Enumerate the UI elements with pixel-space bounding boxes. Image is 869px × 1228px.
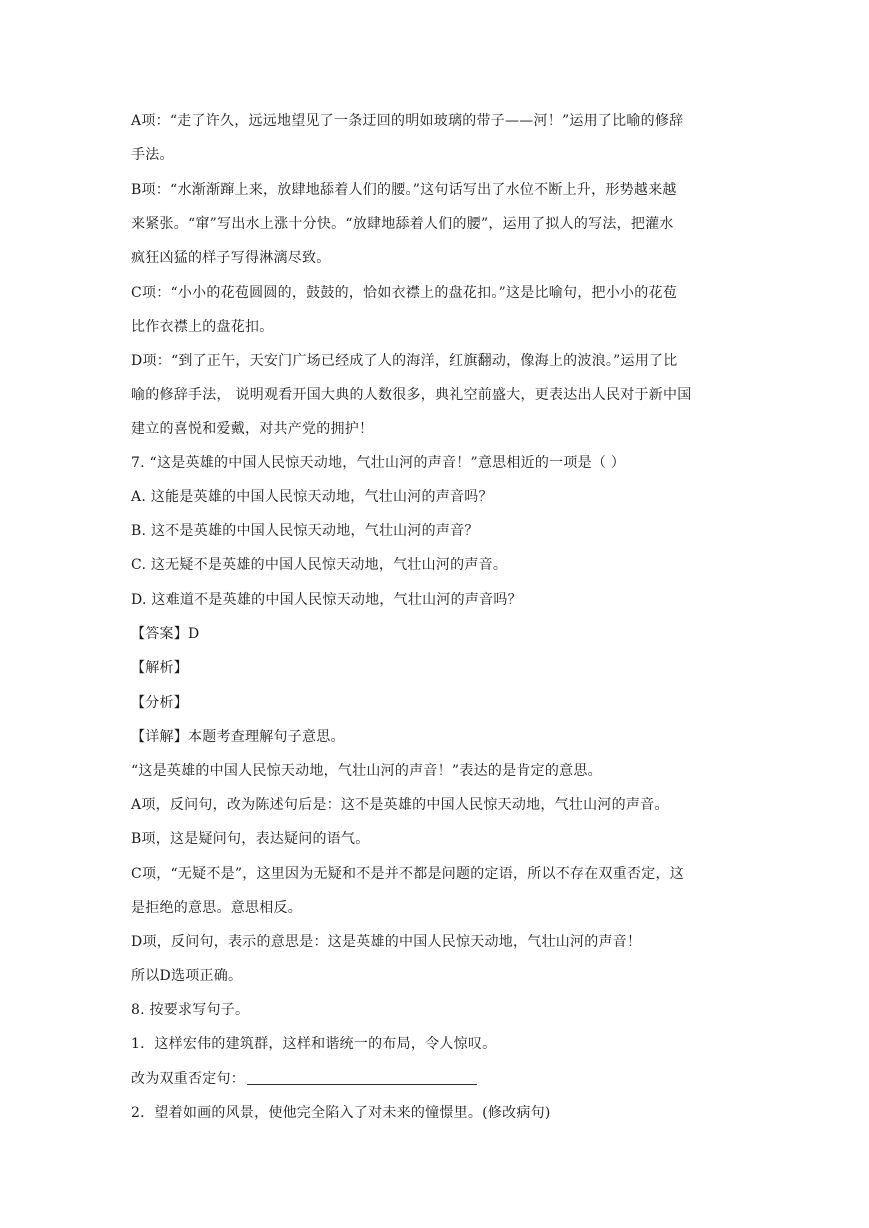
text-line: 手法。 bbox=[131, 147, 174, 163]
analysis-subheading: 【分析】 bbox=[131, 695, 188, 711]
option-c: C. 这无疑不是英雄的中国人民惊天动地，气壮山河的声音。 bbox=[131, 557, 508, 573]
analysis-heading: 【解析】 bbox=[131, 660, 188, 676]
option-b: B. 这不是英雄的中国人民惊天动地，气壮山河的声音？ bbox=[131, 523, 479, 539]
answer-label: 【答案】D bbox=[131, 626, 200, 642]
text-line: B项，这是疑问句，表达疑问的语气。 bbox=[131, 831, 370, 847]
option-a: A. 这能是英雄的中国人民惊天动地，气壮山河的声音吗？ bbox=[131, 489, 493, 505]
item-1: 1．这样宏伟的建筑群，这样和谐统一的布局，令人惊叹。 bbox=[131, 1036, 497, 1052]
detail-heading: 【详解】本题考查理解句子意思。 bbox=[131, 729, 345, 745]
question-7-stem: 7. “这是英雄的中国人民惊天动地，气壮山河的声音！”意思相近的一项是（ ） bbox=[131, 455, 626, 471]
answer-blank bbox=[247, 1070, 477, 1085]
text-line: 是拒绝的意思。意思相反。 bbox=[131, 900, 302, 916]
text-line: C项，“无疑不是”，这里因为无疑和不是并不都是问题的定语，所以不存在双重否定，这 bbox=[131, 866, 685, 882]
text-line: 喻的修辞手法， 说明观看开国大典的人数很多，典礼空前盛大，更表达出人民对于新中国 bbox=[131, 387, 692, 403]
rewrite-label: 改为双重否定句： bbox=[131, 1071, 245, 1087]
text-line: 所以D选项正确。 bbox=[131, 968, 243, 984]
text-line: 比作衣襟上的盘花扣。 bbox=[131, 319, 274, 335]
text-line: D项：“到了正午，天安门广场已经成了人的海洋，红旗翻动，像海上的波浪。”运用了比 bbox=[131, 353, 678, 369]
question-8-stem: 8. 按要求写句子。 bbox=[131, 1002, 250, 1018]
text-line: C项：“小小的花苞圆圆的，鼓鼓的，恰如衣襟上的盘花扣。”这是比喻句，把小小的花苞 bbox=[131, 285, 678, 301]
text-line: A项，反问句，改为陈述句后是：这不是英雄的中国人民惊天动地，气壮山河的声音。 bbox=[131, 797, 669, 813]
rewrite-prompt bbox=[131, 1069, 741, 1089]
option-d: D. 这难道不是英雄的中国人民惊天动地，气壮山河的声音吗？ bbox=[131, 592, 522, 608]
text-line: A项：“走了许久，远远地望见了一条迂回的明如玻璃的带子——河！”运用了比喻的修辞 bbox=[131, 113, 684, 129]
text-line: “这是英雄的中国人民惊天动地，气壮山河的声音！”表达的是肯定的意思。 bbox=[131, 763, 602, 779]
text-line: 疯狂凶猛的样子写得淋漓尽致。 bbox=[131, 250, 331, 266]
text-line: 来紧张。“窜”写出水上涨十分快。“放肆地舔着人们的腰”，运用了拟人的写法，把灌水 bbox=[131, 216, 674, 232]
text-line: 建立的喜悦和爱戴，对共产党的拥护！ bbox=[131, 421, 374, 437]
item-2: 2．望着如画的风景，使他完全陷入了对未来的憧憬里。(修改病句) bbox=[131, 1105, 551, 1121]
text-line: D项，反问句，表示的意思是：这是英雄的中国人民惊天动地，气壮山河的声音！ bbox=[131, 934, 642, 950]
text-line: B项：“水渐渐蹿上来，放肆地舔着人们的腰。”这句话写出了水位不断上升，形势越来越 bbox=[131, 182, 677, 198]
